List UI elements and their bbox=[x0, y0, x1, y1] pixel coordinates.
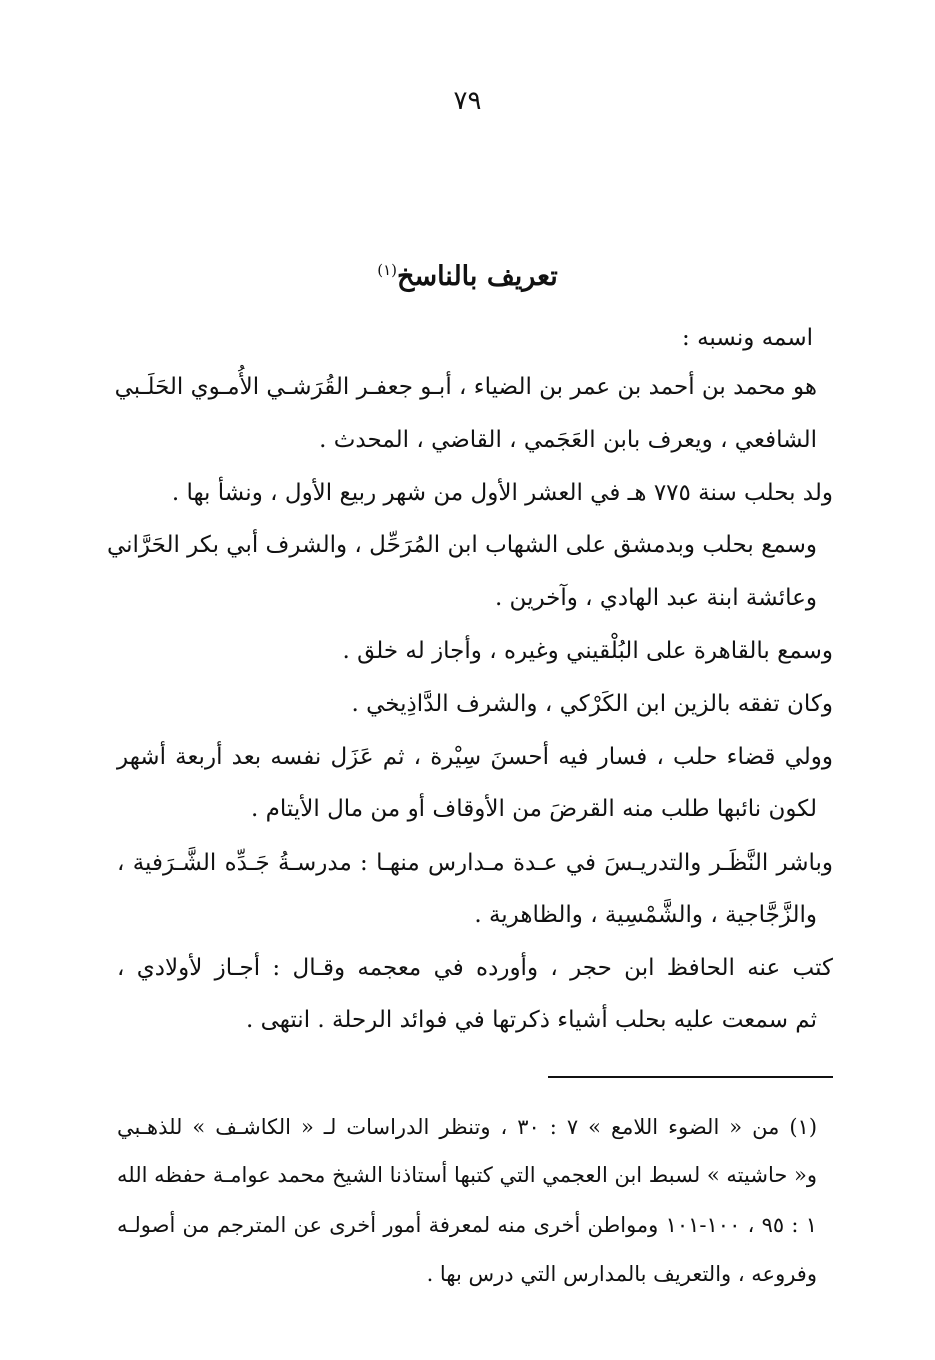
heading-title: تعريف بالناسخ bbox=[397, 261, 558, 292]
footnote-line: و« حاشيته » لسبط ابن العجمي التي كتبها أستاذنا الشيخ محمد عوامـة حفظه الله bbox=[117, 1163, 817, 1187]
footnote-line: (١) من « الضوء اللامع » ٧ : ٣٠ ، وتنظر الدراسات لـ « الكاشـف » للذهـبي bbox=[117, 1115, 818, 1139]
body-line: لكون نائبها طلب منه القرضَ من الأوقاف أو من مال الأيتام . bbox=[251, 796, 817, 822]
body-line: وعائشة ابنة عبد الهادي ، وآخرين . bbox=[494, 585, 817, 611]
footnote-line: ١ : ٩٥ ، ١٠٠-١٠١ ومواطن أخرى منه لمعرفة أمور أخرى عن المترجم من أصولـه bbox=[117, 1213, 817, 1237]
body-line: وولي قضاء حلب ، فسار فيه أحسنَ سِيْرة ، ثم عَزَل نفسه بعد أربعة أشهر bbox=[117, 744, 833, 770]
body-line: والزَّجَّاجية ، والشَّمْسِية ، والظاهرية . bbox=[474, 902, 817, 928]
footnote-marker: (١) bbox=[377, 261, 398, 279]
body-line: ولد بحلب سنة ٧٧٥ هـ في العشر الأول من شهر ربيع الأول ، ونشأ بها . bbox=[171, 480, 833, 506]
body-line: وكان تفقه بالزين ابن الكَرْكي ، والشرف الدَّاذِيخي . bbox=[351, 691, 833, 717]
body-line: وباشر النَّظَـر والتدريـسَ في عـدة مـدارس منهـا : مدرسـةُ جَـدِّه الشَّـرَفية ، bbox=[117, 850, 833, 876]
section-heading bbox=[0, 250, 935, 297]
subsection-heading: اسمه ونسبه : bbox=[682, 325, 813, 351]
footnote-line: وفروعه ، والتعريف بالمدارس التي درس بها . bbox=[426, 1262, 817, 1286]
body-line: كتب عنه الحافظ ابن حجر ، وأورده في معجمه وقـال : أجـاز لأولادي ، bbox=[117, 955, 833, 981]
body-line: هو محمد بن أحمد بن عمر بن الضياء ، أبـو جعفـر القُرَشـي الأُمـوي الحَلَـبي bbox=[114, 374, 817, 400]
body-line: وسمع بالقاهرة على البُلْقيني وغيره ، وأجاز له خلق . bbox=[342, 638, 833, 664]
body-line: الشافعي ، ويعرف بابن العَجَمي ، القاضي ، المحدث . bbox=[319, 427, 817, 453]
body-line: ثم سمعت عليه بحلب أشياء ذكرتها في فوائد الرحلة . انتهى . bbox=[245, 1007, 817, 1033]
page-number: ٧٩ bbox=[453, 86, 482, 116]
body-line: وسمع بحلب وبدمشق على الشهاب ابن المُرَحِّل ، والشرف أبي بكر الحَرَّاني bbox=[106, 532, 817, 558]
footnote-separator bbox=[548, 1076, 833, 1078]
